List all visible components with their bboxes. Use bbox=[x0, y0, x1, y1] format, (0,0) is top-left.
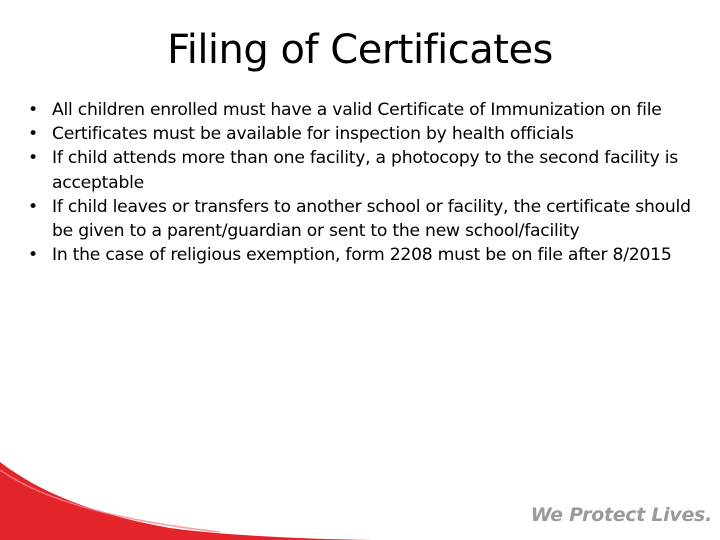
bullet-text: If child leaves or transfers to another school or facility, the certificate should be given to a parent/guardian or sent to the new school/facility bbox=[52, 196, 691, 242]
bullet-text: All children enrolled must have a valid Certificate of Immunization on file bbox=[52, 100, 662, 120]
bullet-item bbox=[26, 243, 706, 267]
bullet-text: In the case of religious exemption, form 2208 must be on file after 8/2015 bbox=[52, 245, 672, 266]
bullet-item bbox=[26, 98, 706, 122]
bullet-dot: • bbox=[28, 196, 38, 217]
bullet-item bbox=[26, 146, 706, 194]
bullet-dot: • bbox=[28, 124, 38, 145]
bullet-dot: • bbox=[28, 100, 38, 120]
tagline: We Protect Lives. bbox=[530, 504, 712, 526]
slide-title: Filing of Certificates bbox=[167, 27, 553, 73]
bullet-text: Certificates must be available for inspection by health officials bbox=[52, 124, 574, 145]
bullet-text: If child attends more than one facility, a photocopy to the second facility is acceptable bbox=[52, 148, 678, 193]
bullet-list bbox=[26, 98, 706, 267]
bullet-item bbox=[26, 122, 706, 146]
bullet-item bbox=[26, 195, 706, 243]
swoosh-fill bbox=[0, 462, 560, 540]
bullet-dot: • bbox=[28, 148, 38, 169]
bullet-dot: • bbox=[28, 245, 38, 266]
